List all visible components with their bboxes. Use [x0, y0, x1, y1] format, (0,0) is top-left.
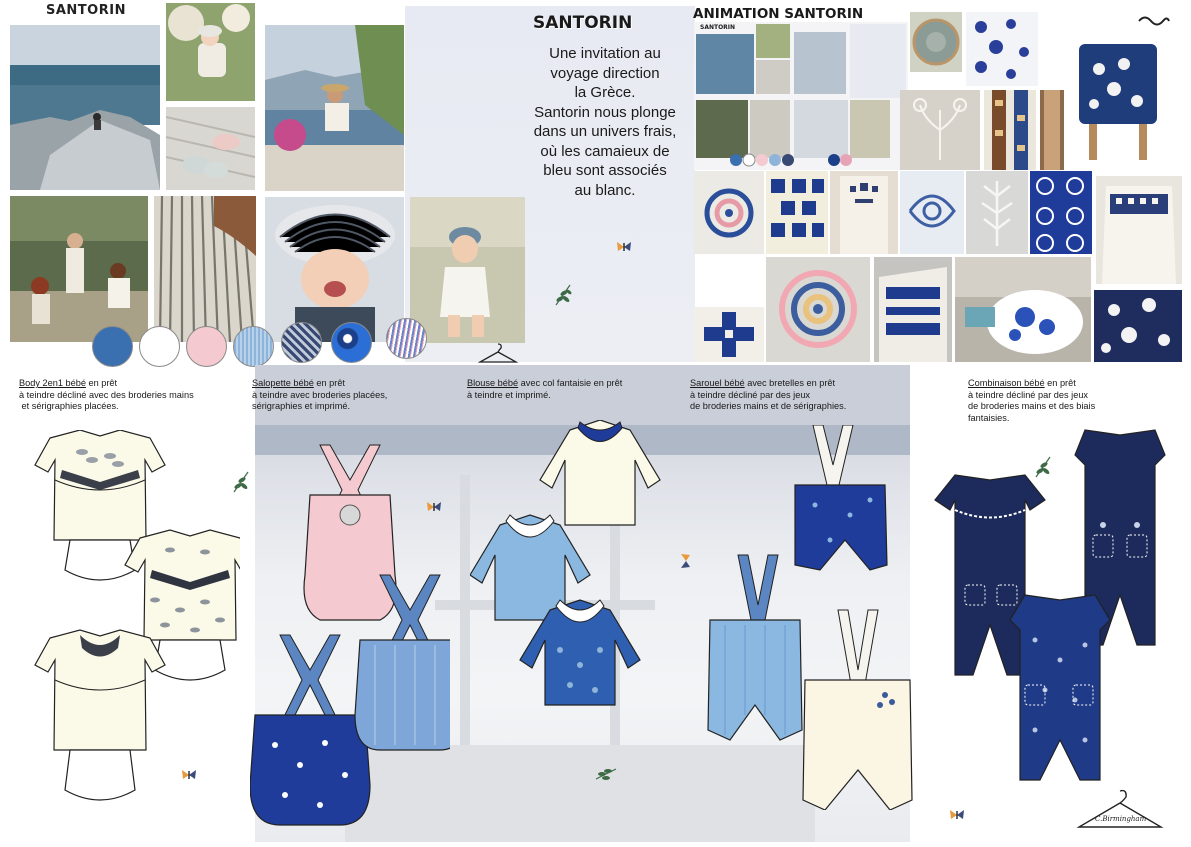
caption-text: avec bretelles en prêt — [744, 378, 836, 388]
board-title-left: SANTORIN — [46, 3, 126, 18]
intro-line: au blanc. — [574, 181, 636, 199]
swatch-white — [139, 326, 180, 367]
blouse-sketches — [470, 420, 690, 740]
white-embroidery-photo — [900, 90, 980, 170]
cross-stitch-band-photo — [984, 90, 1036, 170]
signature-text: C.Birmingham — [1095, 815, 1147, 823]
navy-white-pattern — [1030, 171, 1092, 254]
leaf-embroidery — [966, 171, 1028, 254]
caption-text: fantaisies. — [968, 412, 1010, 423]
mini-board-label: SANTORIN — [700, 24, 736, 31]
cushion-photo — [1069, 39, 1166, 165]
intro-line: dans un univers frais, — [533, 123, 677, 140]
butterfly-icon — [948, 808, 966, 826]
intro-line: la Grèce. — [574, 84, 636, 101]
swatch-print — [331, 322, 372, 363]
baby-sunhat-photo — [265, 197, 404, 342]
embroidered-sleeve-photo — [874, 257, 952, 362]
caption-text: à teindre décliné par des jeux — [690, 389, 811, 400]
butterfly-icon — [180, 768, 198, 786]
navy-flower-embroidery — [1094, 290, 1182, 362]
caption-blouse — [467, 378, 687, 401]
leaf-icon — [594, 765, 618, 788]
decor-ornament-icon — [1137, 12, 1171, 35]
intro-line: bleu sont associés — [543, 162, 667, 179]
caption-text: avec col fantaisie en prêt — [518, 378, 623, 388]
floral-medallion-embroidery — [694, 171, 764, 254]
main-title: SANTORIN — [533, 13, 633, 33]
blue-cross-motif — [694, 307, 764, 362]
caption-text: de broderies mains et de sérigraphies. — [690, 401, 847, 412]
caption-text: à teindre décliné avec des broderies mains — [19, 389, 194, 400]
mandala-embroidery — [766, 257, 870, 362]
intro-line: voyage direction — [550, 64, 660, 82]
body-sketches — [20, 430, 240, 815]
caption-text: en prêt — [85, 378, 118, 388]
caption-title: Combinaison bébé — [968, 378, 1045, 388]
embroidered-dress-photo — [1096, 176, 1182, 284]
sea-rock-photo — [10, 25, 160, 190]
blue-floral-embroidery — [966, 12, 1038, 86]
caption-body — [19, 378, 249, 413]
butterfly-icon — [425, 500, 443, 518]
caption-title: Sarouel bébé — [690, 378, 745, 388]
leaf-icon — [230, 470, 252, 499]
caption-text: à teindre décliné par des jeux — [968, 389, 1089, 400]
caption-combinaison — [968, 378, 1168, 424]
caption-text: sérigraphies et imprimé. — [252, 401, 351, 412]
blue-cross-stitch — [766, 171, 828, 254]
caption-salopette — [252, 378, 452, 413]
intro-line: où les camaieux de — [540, 142, 670, 160]
caption-text: de broderies mains et des biais — [968, 401, 1096, 412]
toddler-photo — [410, 197, 525, 343]
swatch-stripe — [386, 318, 427, 359]
swatch-blue — [92, 326, 133, 367]
butterfly-icon — [680, 552, 692, 575]
mini-board — [694, 22, 908, 170]
hanger-signature — [1075, 785, 1165, 835]
swatch-chambray — [233, 326, 274, 367]
baby-shoes-photo — [166, 107, 255, 190]
intro-text — [525, 44, 685, 200]
woman-seaside-photo — [265, 25, 404, 191]
caption-title: Salopette bébé — [252, 378, 314, 388]
leaf-icon — [1032, 455, 1054, 484]
embroidered-tunic-photo — [830, 171, 898, 254]
embroidery-hoop-photo — [910, 12, 962, 72]
sarouel-sketches — [700, 425, 915, 810]
caption-sarouel — [690, 378, 920, 413]
leaf-icon — [552, 283, 574, 312]
caption-text: à teindre avec broderies placées, — [252, 389, 388, 400]
blue-motif-embroidery — [900, 171, 964, 254]
caption-text: en prêt — [313, 378, 345, 388]
intro-line: Santorin nous plonge — [534, 103, 676, 121]
caption-text: à teindre et imprimé. — [467, 389, 551, 400]
swatch-pink — [186, 326, 227, 367]
swatch-denim-check — [281, 322, 322, 363]
salopette-sketches — [250, 435, 450, 835]
caption-title: Body 2en1 bébé — [19, 378, 86, 388]
white-blouse-photo — [1040, 90, 1064, 170]
striped-fabric-photo — [154, 196, 256, 342]
caption-text: en prêt — [1044, 378, 1076, 388]
intro-line: Une invitation au — [549, 45, 661, 62]
animation-title: ANIMATION SANTORIN — [693, 6, 864, 22]
caption-title: Blouse bébé — [467, 378, 519, 388]
caption-text: et sérigraphies placées. — [19, 401, 119, 412]
family-photo — [10, 196, 148, 342]
baby-garden-photo — [166, 3, 255, 101]
bag-embroidery-photo — [955, 257, 1091, 362]
butterfly-icon — [615, 240, 633, 258]
